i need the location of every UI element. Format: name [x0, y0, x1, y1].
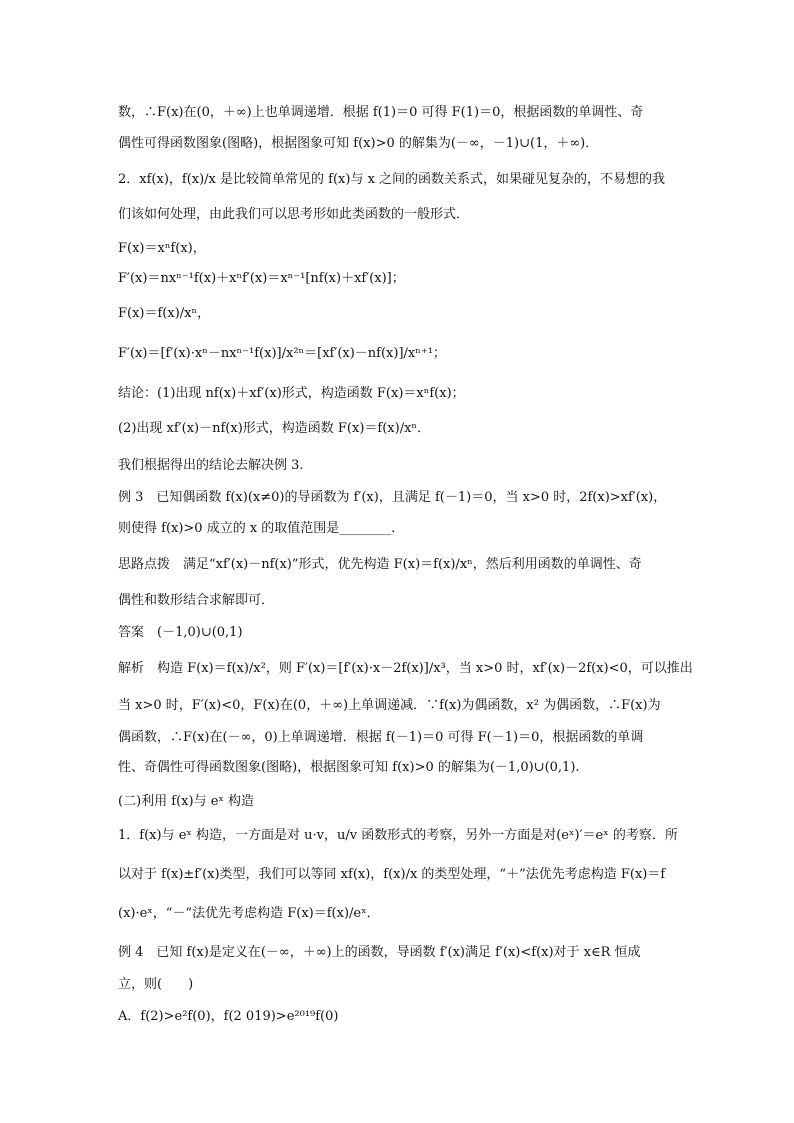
text-line: (x)·eˣ，“－”法优先考虑构造 F(x)＝f(x)/eˣ． — [118, 906, 380, 921]
hint-line: 思路点拨 满足“xf′(x)－nf(x)”形式，优先构造 F(x)＝f(x)/xⁿ，然后利用函数的单调性、奇 — [118, 557, 642, 572]
example-4-line: 立，则( ) — [118, 977, 194, 992]
text-line: 1．f(x)与 eˣ 构造，一方面是对 u·v，u/v 函数形式的考察，另外一方面是对(eˣ)′＝eˣ 的考察．所 — [118, 828, 678, 843]
answer-line: 答案 (－1,0)∪(0,1) — [118, 625, 243, 640]
text-line: (2)出现 xf′(x)－nf(x)形式，构造函数 F(x)＝f(x)/xⁿ． — [118, 421, 431, 436]
text-line: 们该如何处理，由此我们可以思考形如此类函数的一般形式． — [118, 207, 470, 222]
solution-line: 偶函数，∴F(x)在(－∞，0)上单调递增．根据 f(－1)＝0 可得 F(－1)＝0，根据函数的单调 — [118, 730, 644, 745]
example-3-line: 例 3 已知偶函数 f(x)(x≠0)的导函数为 f′(x)，且满足 f(－1)＝0，当 x>0 时，2f(x)>xf′(x)， — [118, 490, 667, 505]
formula-line: F′(x)＝nxⁿ⁻¹f(x)＋xⁿf′(x)＝xⁿ⁻¹[nf(x)＋xf′(x)]； — [118, 271, 405, 286]
text-line: F(x)＝xⁿf(x)， — [118, 241, 206, 256]
section-heading: (二)利用 f(x)与 eˣ 构造 — [118, 794, 255, 809]
text-line: 我们根据得出的结论去解决例 3. — [118, 458, 304, 473]
option-a: A．f(2)>e²f(0)，f(2 019)>e²⁰¹⁹f(0) — [118, 1009, 339, 1024]
formula-line: F′(x)＝[f′(x)·xⁿ－nxⁿ⁻¹f(x)]/x²ⁿ＝[xf′(x)－nf(x)]/xⁿ⁺¹； — [118, 346, 446, 361]
solution-line: 当 x>0 时，F′(x)<0，F(x)在(0，＋∞)上单调递减．∵f(x)为偶函数，x² 为偶函数，∴F(x)为 — [118, 698, 661, 713]
text-line: 以对于 f(x)±f′(x)类型，我们可以等同 xf(x)，f(x)/x 的类型处理，“＋”法优先考虑构造 F(x)＝f — [118, 867, 666, 882]
text-line: 2．xf(x)，f(x)/x 是比较简单常见的 f(x)与 x 之间的函数关系式，如果碰见复杂的，不易想的我 — [118, 172, 666, 187]
example-3-line: 则使得 f(x)>0 成立的 x 的取值范围是________． — [118, 521, 405, 536]
hint-line: 偶性和数形结合求解即可． — [118, 593, 275, 608]
solution-line: 性、奇偶性可得函数图象(图略)，根据图象可知 f(x)>0 的解集为(－1,0)∪(0,1). — [118, 760, 580, 775]
text-line: 数，∴F(x)在(0，＋∞)上也单调递增．根据 f(1)＝0 可得 F(1)＝0，根据函数的单调性、奇 — [118, 105, 644, 120]
formula-line: F(x)＝f(x)/xⁿ， — [118, 306, 211, 321]
example-4-line: 例 4 已知 f(x)是定义在(－∞，＋∞)上的函数，导函数 f′(x)满足 f′(x)<f(x)对于 x∈R 恒成 — [118, 945, 641, 960]
solution-line: 解析 构造 F(x)＝f(x)/x²，则 F′(x)＝[f′(x)·x－2f(x)]/x³，当 x>0 时，xf′(x)－2f(x)<0，可以推出 — [118, 661, 693, 676]
text-line: 偶性可得函数图象(图略)，根据图象可知 f(x)>0 的解集为(－∞，－1)∪(1，＋∞)． — [118, 136, 599, 151]
text-line: 结论：(1)出现 nf(x)＋xf′(x)形式，构造函数 F(x)＝xⁿf(x)； — [118, 386, 465, 401]
